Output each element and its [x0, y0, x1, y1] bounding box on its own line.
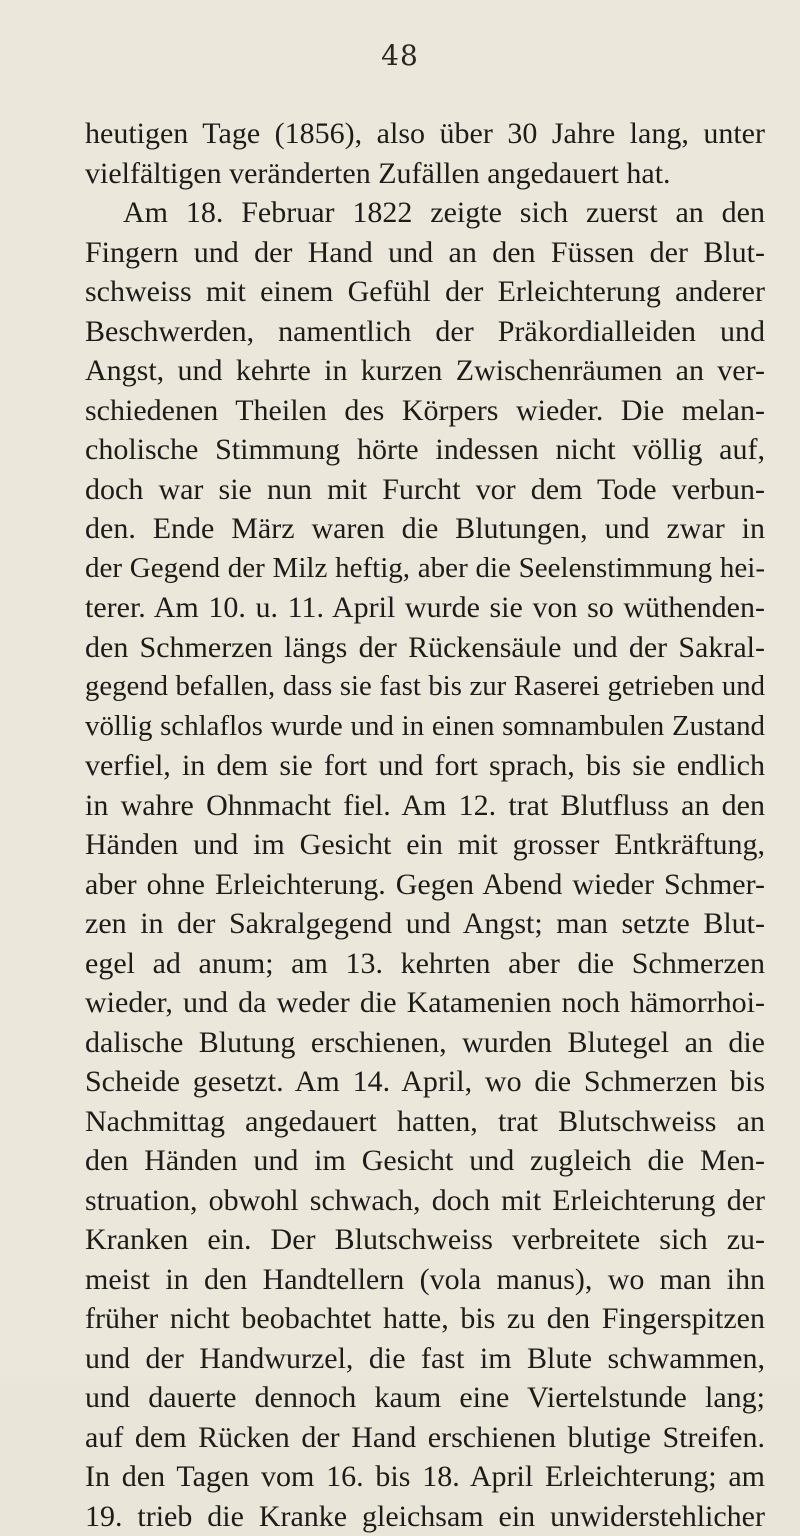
- body-text: [85, 114, 765, 1536]
- text-line: schiedenen Theilen des Körpers wieder. Die melan-: [85, 391, 765, 431]
- text-line: meist in den Handtellern (vola manus), wo man ihn: [85, 1260, 765, 1300]
- text-line: Fingern und der Hand und an den Füssen der Blut-: [85, 233, 765, 273]
- text-line: völlig schlaflos wurde und in einen somnambulen Zustand: [85, 707, 765, 747]
- text-line: schweiss mit einem Gefühl der Erleichterung anderer: [85, 272, 765, 312]
- text-line: früher nicht beobachtet hatte, bis zu den Fingerspitzen: [85, 1299, 765, 1339]
- text-line: in wahre Ohnmacht fiel. Am 12. trat Blutfluss an den: [85, 786, 765, 826]
- text-line: Scheide gesetzt. Am 14. April, wo die Schmerzen bis: [85, 1062, 765, 1102]
- text-line: der Gegend der Milz heftig, aber die Seelenstimmung hei-: [85, 549, 765, 589]
- text-line: den. Ende März waren die Blutungen, und zwar in: [85, 509, 765, 549]
- text-line: Nachmittag angedauert hatten, trat Blutschweiss an: [85, 1102, 765, 1142]
- text-line: heutigen Tage (1856), also über 30 Jahre lang, unter: [85, 114, 765, 154]
- text-line: cholische Stimmung hörte indessen nicht völlig auf,: [85, 430, 765, 470]
- text-line: den Schmerzen längs der Rückensäule und der Sakral-: [85, 628, 765, 668]
- text-line: zen in der Sakralgegend und Angst; man setzte Blut-: [85, 904, 765, 944]
- text-line: Händen und im Gesicht ein mit grosser Entkräftung,: [85, 825, 765, 865]
- text-line: wieder, und da weder die Katamenien noch hämorrhoi-: [85, 983, 765, 1023]
- text-line: auf dem Rücken der Hand erschienen blutige Streifen.: [85, 1418, 765, 1458]
- text-line: Am 18. Februar 1822 zeigte sich zuerst an den: [85, 193, 765, 233]
- text-line: gegend befallen, dass sie fast bis zur Raserei getrieben und: [85, 667, 765, 707]
- text-line: terer. Am 10. u. 11. April wurde sie von so wüthenden-: [85, 588, 765, 628]
- text-line: dalische Blutung erschienen, wurden Blutegel an die: [85, 1023, 765, 1063]
- text-line: und dauerte dennoch kaum eine Viertelstunde lang;: [85, 1378, 765, 1418]
- text-line: 19. trieb die Kranke gleichsam ein unwiderstehlicher: [85, 1497, 765, 1536]
- text-line: Angst, und kehrte in kurzen Zwischenräumen an ver-: [85, 351, 765, 391]
- text-line: und der Handwurzel, die fast im Blute schwammen,: [85, 1339, 765, 1379]
- text-line: Beschwerden, namentlich der Präkordialleiden und: [85, 312, 765, 352]
- text-line: struation, obwohl schwach, doch mit Erleichterung der: [85, 1181, 765, 1221]
- page-number: 48: [0, 40, 800, 72]
- text-line: In den Tagen vom 16. bis 18. April Erleichterung; am: [85, 1457, 765, 1497]
- text-line: doch war sie nun mit Furcht vor dem Tode verbun-: [85, 470, 765, 510]
- text-line: verfiel, in dem sie fort und fort sprach, bis sie endlich: [85, 746, 765, 786]
- text-line: vielfältigen veränderten Zufällen angedauert hat.: [85, 154, 765, 194]
- text-line: aber ohne Erleichterung. Gegen Abend wieder Schmer-: [85, 865, 765, 905]
- text-line: den Händen und im Gesicht und zugleich die Men-: [85, 1141, 765, 1181]
- text-line: egel ad anum; am 13. kehrten aber die Schmerzen: [85, 944, 765, 984]
- text-line: Kranken ein. Der Blutschweiss verbreitete sich zu-: [85, 1220, 765, 1260]
